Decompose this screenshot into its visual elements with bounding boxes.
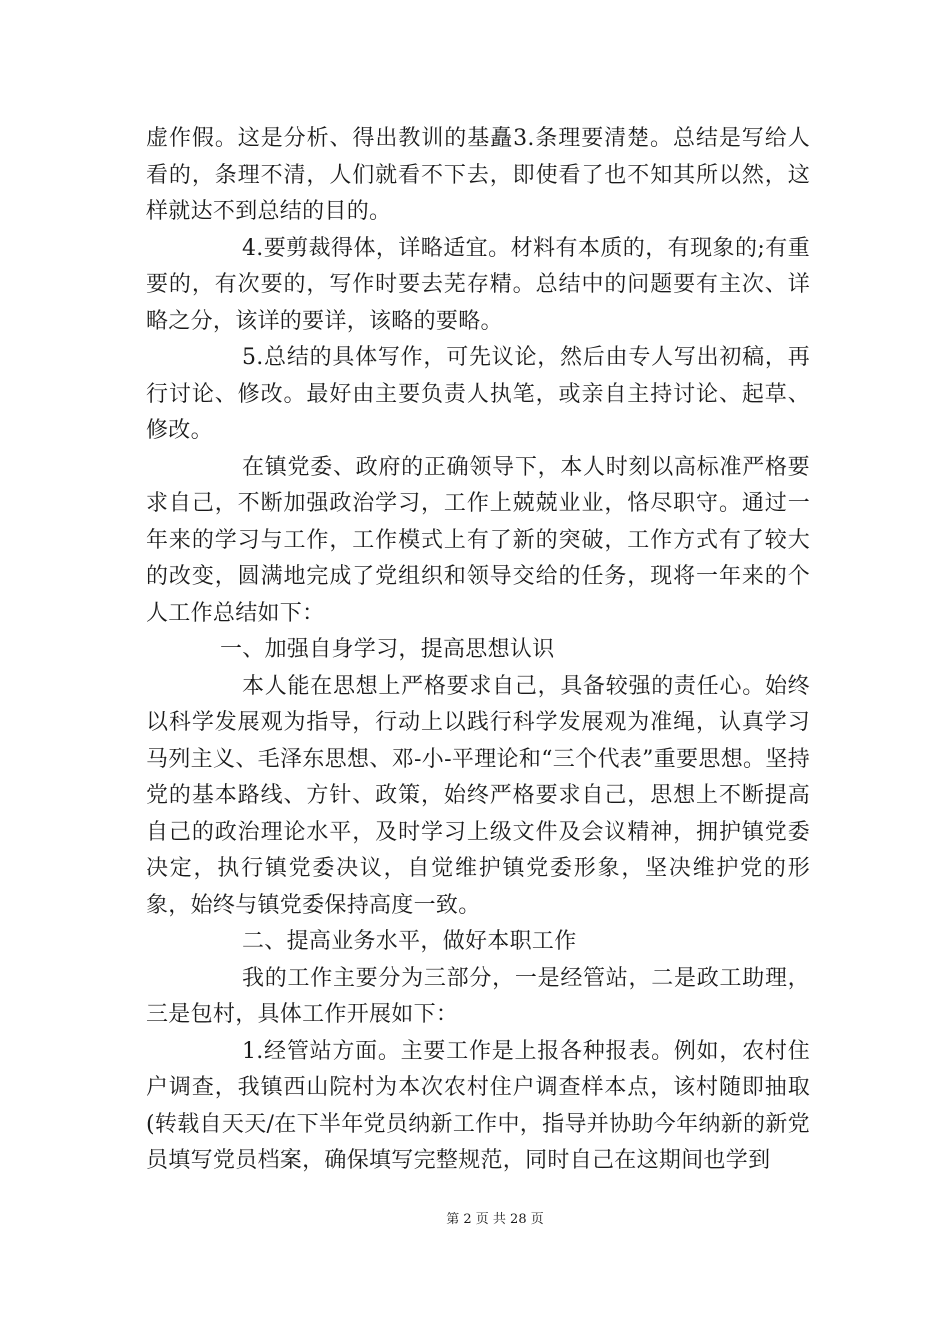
paragraph-continuation: 虚作假。这是分析、得出教训的基矗3.条理要清楚。总结是写给人看的，条理不清，人们就看不下去，即使看了也不知其所以然，这样就达不到总结的目的。 xyxy=(146,126,810,224)
paragraph-intro: 在镇党委、政府的正确领导下，本人时刻以高标准严格要求自己，不断加强政治学习，工作上兢兢业业，恪尽职守。通过一年来的学习与工作，工作模式上有了新的突破，工作方式有了较大的改变，圆满地完成了党组织和领导交给的任务，现将一年来的个人工作总结如下： xyxy=(146,454,810,626)
section-heading-1: 一、加强自身学习，提高思想认识 xyxy=(220,637,555,662)
page-number-footer: 第 2 页 共 28 页 xyxy=(446,1212,544,1227)
paragraph-management-station: 1.经管站方面。主要工作是上报各种报表。例如，农村住户调查，我镇西山院村为本次农村住户调查样本点，该村随即抽取(转载自天天/在下半年党员纳新工作中，指导并协助今年纳新的新党员填写党员档案，确保填写完整规范，同时自己在这期间也学到 xyxy=(146,1038,810,1173)
paragraph-point-5: 5.总结的具体写作，可先议论，然后由专人写出初稿，再行讨论、修改。最好由主要负责人执笔，或亲自主持讨论、起草、修改。 xyxy=(146,345,810,443)
section-heading-2: 二、提高业务水平，做好本职工作 xyxy=(242,929,577,954)
document-body xyxy=(146,121,810,1180)
paragraph-point-4: 4.要剪裁得体，详略适宜。材料有本质的，有现象的;有重要的，有次要的，写作时要去芜存精。总结中的问题要有主次、详略之分，该详的要详，该略的要略。 xyxy=(146,235,810,334)
paragraph-study: 本人能在思想上严格要求自己，具备较强的责任心。始终以科学发展观为指导，行动上以践行科学发展观为准绳，认真学习马列主义、毛泽东思想、邓-小-平理论和“三个代表”重要思想。坚持党的基本路线、方针、政策，始终严格要求自己，思想上不断提高自己的政治理论水平，及时学习上级文件及会议精神，拥护镇党委决定，执行镇党委决议，自觉维护镇党委形象，坚决维护党的形象，始终与镇党委保持高度一致。 xyxy=(146,673,810,918)
paragraph-work-overview: 我的工作主要分为三部分，一是经管站，二是政工助理，三是包村，具体工作开展如下： xyxy=(146,965,810,1027)
